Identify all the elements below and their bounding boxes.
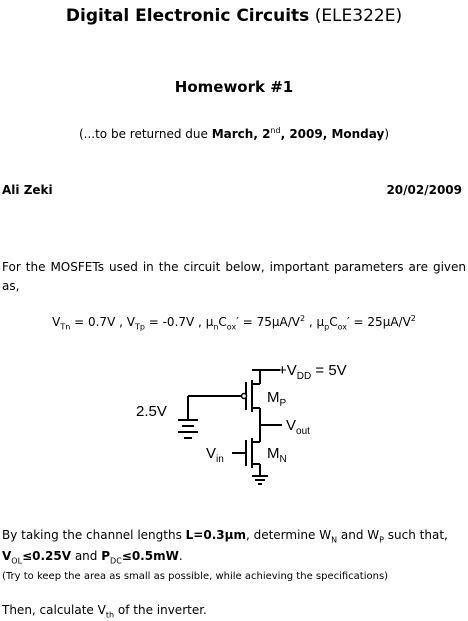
due-rest: , 2009, Monday	[280, 127, 385, 141]
question-note: (Try to keep the area as small as possible, while achieving the specifications)	[2, 571, 389, 582]
vtp: $V_{Tp} = -0.7V$	[126, 315, 195, 332]
bias-label: 2.5V	[136, 403, 167, 420]
intro-paragraph: For the MOSFETs used in the circuit below, important parameters are given as,	[2, 260, 466, 293]
question-line-1: By taking the channel lengths L=0.3μm, determine $W_N$ and $W_P$ such that,	[2, 528, 448, 545]
parameter-line: $V_{Tn} = 0.7V$ , $V_{Tp} = -0.7V$ , $\mu_nC_{ox}' = 75\mu A/V^2$ , $\mu_pC_{ox}' = 25\mu A/V^2$	[52, 314, 416, 332]
vtn: $V_{Tn} = 0.7V$	[52, 315, 116, 332]
author: Ali Zeki	[2, 183, 53, 197]
vout-label: $V_{out}$	[286, 417, 310, 437]
course-name: Digital Electronic Circuits	[65, 6, 310, 26]
date: 20/02/2009	[386, 183, 462, 197]
inverter-circuit	[130, 362, 360, 492]
question-final: Then, calculate $V_{th}$ of the inverter.	[2, 603, 207, 620]
vdd-label: $+V_{DD} = 5V$	[278, 362, 347, 382]
up-cox: $\mu_pC_{ox}' = 25\mu A/V^2$	[316, 314, 416, 332]
due-prefix: (...to be returned due	[78, 127, 208, 141]
pmos-gate-bubble	[242, 394, 247, 399]
course-code: (ELE322E)	[314, 6, 403, 26]
mp-label: $M_P$	[267, 389, 287, 409]
question-line-2: $V_{OL}\le 0.25V$ and $P_{DC}\le 0.5mW$.	[2, 549, 183, 566]
due-month: March, 2	[211, 127, 271, 141]
document-title	[0, 6, 468, 26]
due-date-line	[0, 126, 468, 141]
due-close: )	[384, 127, 390, 141]
un-cox: $\mu_nC_{ox}' = 75\mu A/V^2$	[205, 314, 306, 332]
mn-label: $M_N$	[267, 445, 287, 465]
vin-label: $V_{in}$	[206, 445, 224, 465]
due-sup: nd	[270, 126, 281, 135]
homework-heading: Homework #1	[174, 78, 294, 96]
